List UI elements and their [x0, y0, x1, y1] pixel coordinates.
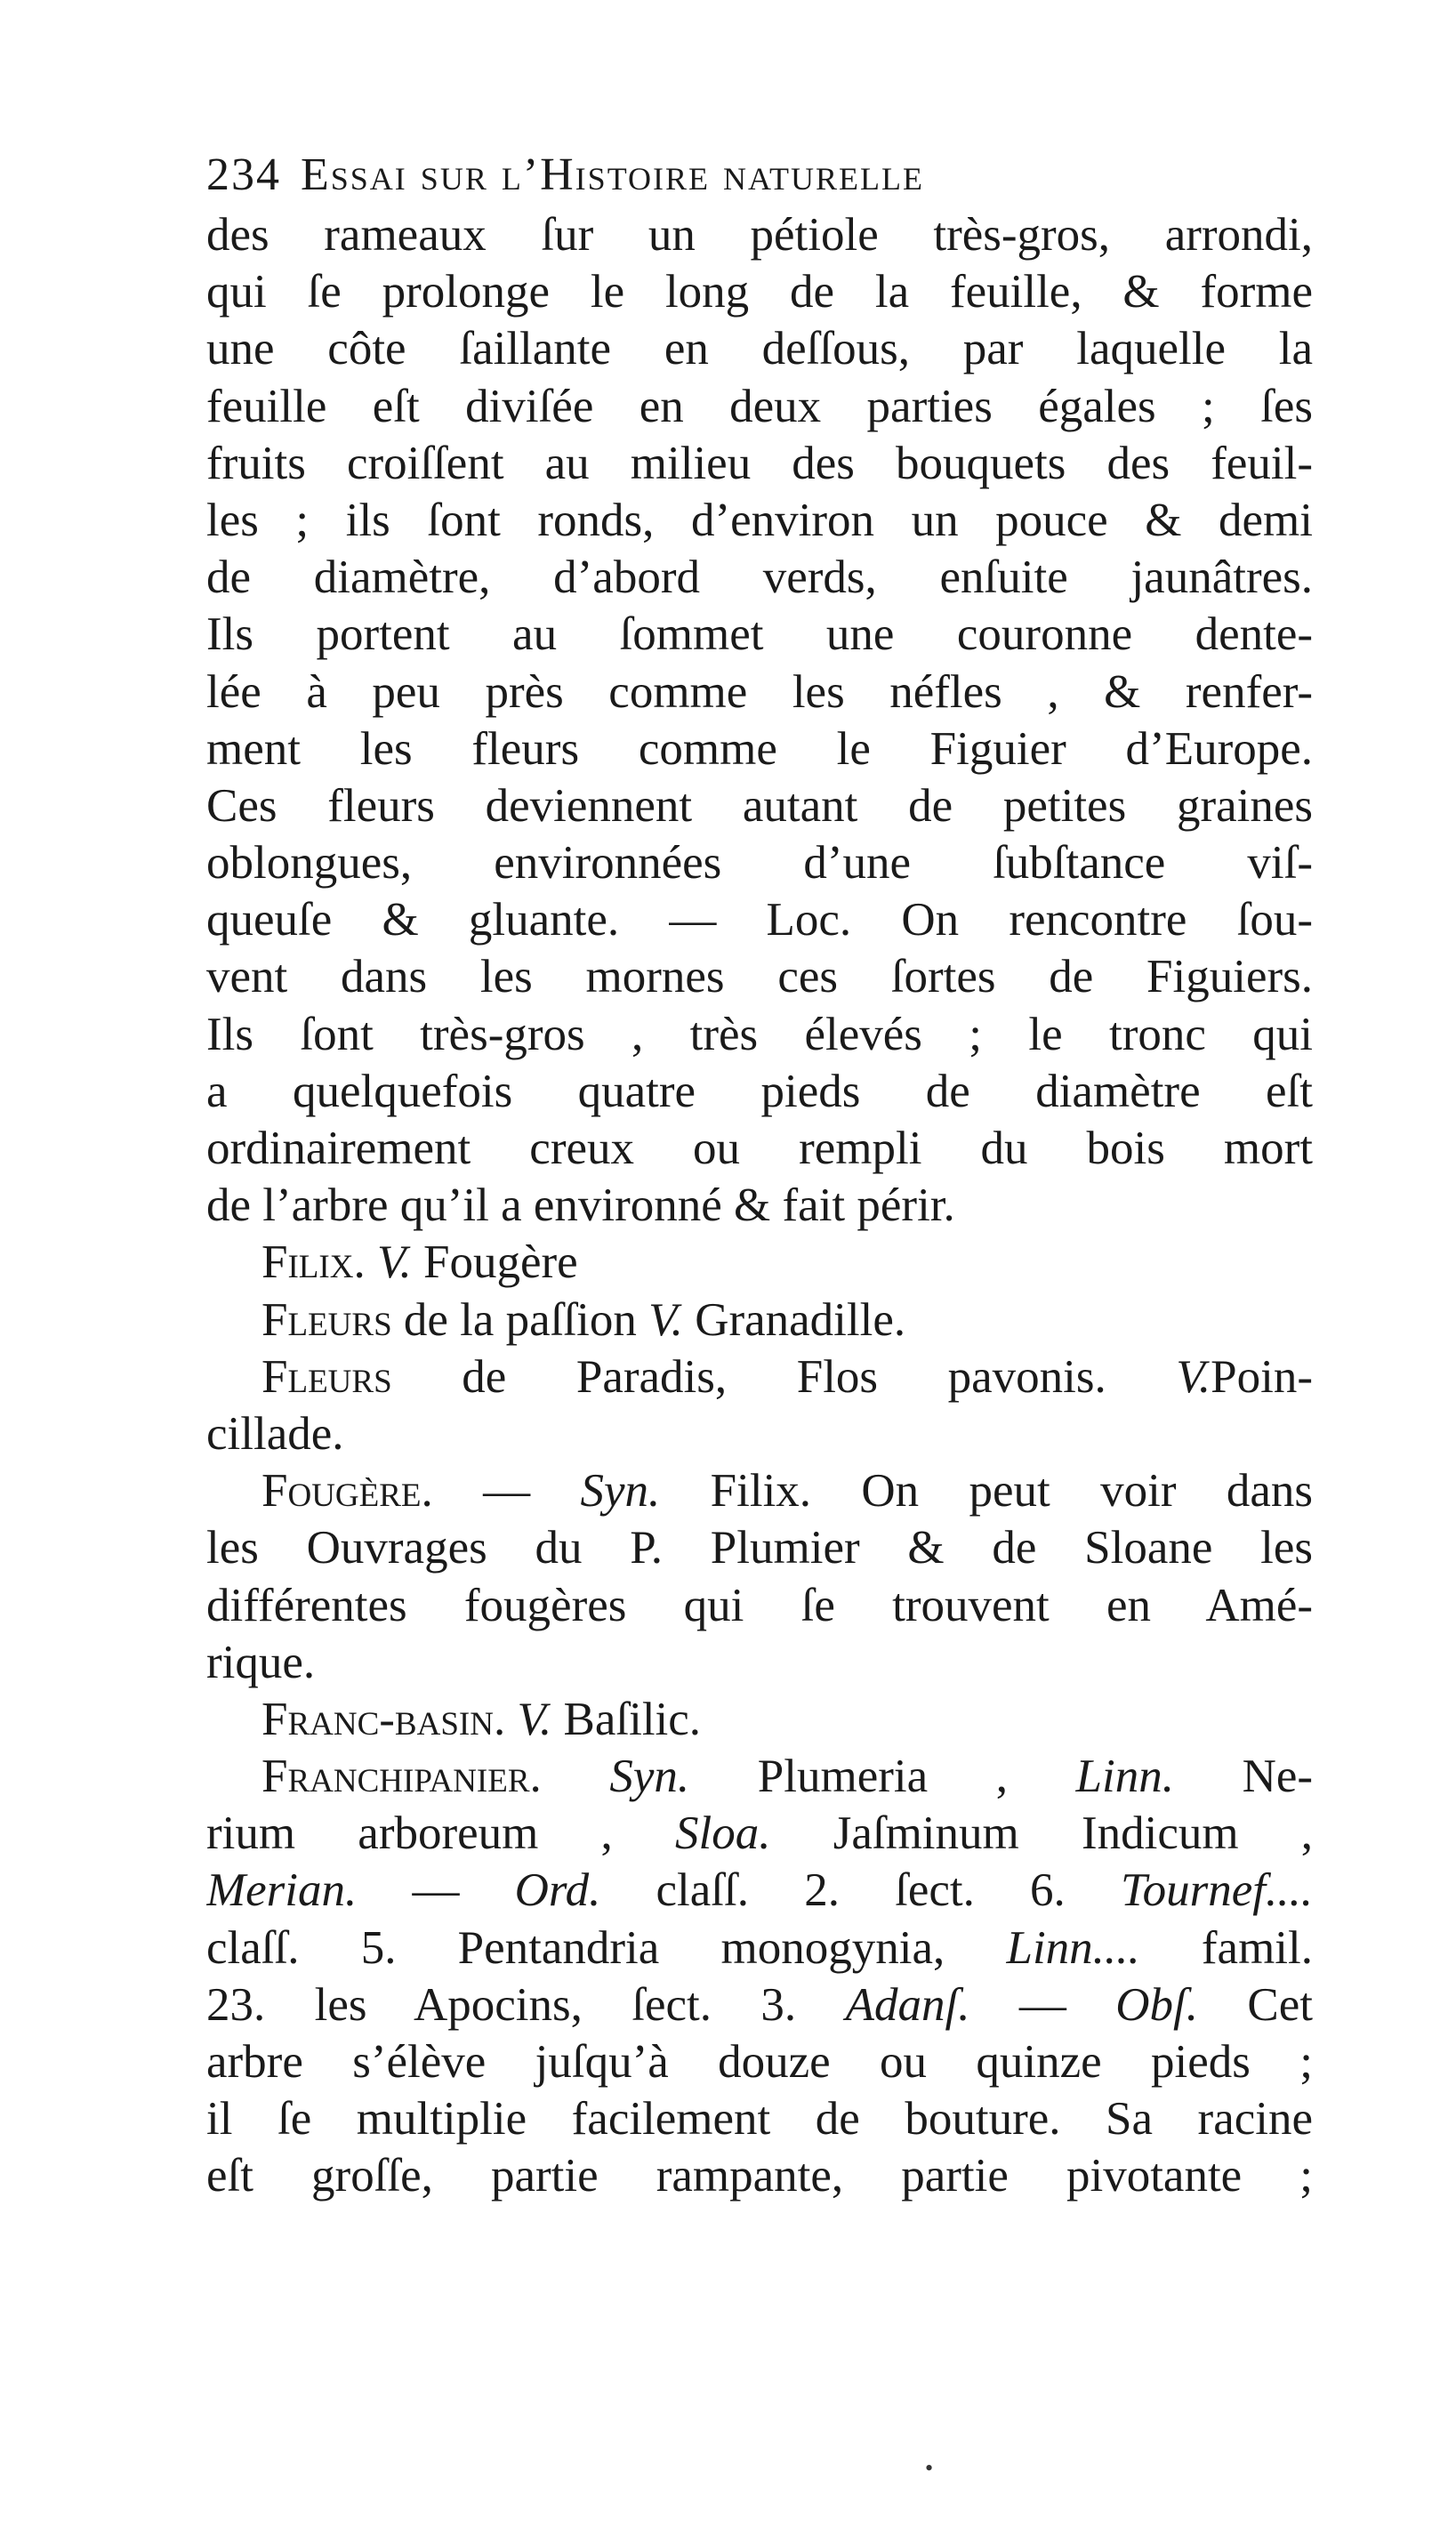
author-abbreviation: Linn.: [1075, 1751, 1174, 1803]
text-line: arbre s’élève juſqu’à douze ou quinze pieds ;: [206, 2036, 1313, 2088]
running-header: [206, 144, 1363, 206]
text-line: oblongues, environnées d’une ſubſtance viſ-: [206, 837, 1313, 890]
cross-reference-target: Granadille.: [695, 1293, 906, 1346]
entry-fleurs-paradis: [206, 1349, 1313, 1405]
text-line: eſt groſſe, partie rampante, partie pivotante ;: [206, 2150, 1313, 2202]
entry-text: Plumeria ,: [757, 1751, 1008, 1803]
text-line: des rameaux ſur un pétiole très-gros, arrondi,: [206, 209, 1313, 261]
text-line: de l’arbre qu’il a environné & fait périr.: [206, 1179, 955, 1232]
entry-text: Jaſminum Indicum ,: [833, 1807, 1313, 1860]
text-line: Ils ſont très-gros , très élevés ; le tronc qui: [206, 1008, 1313, 1060]
text-line: ment les fleurs comme le Figuier d’Europe.: [206, 722, 1313, 775]
author-abbreviation: Tournef....: [1121, 1864, 1313, 1917]
author-abbreviation: Adanſ.: [845, 1978, 970, 2031]
text-line: ordinairement creux ou rempli du bois mort: [206, 1123, 1313, 1174]
entry-headword: Filix.: [261, 1236, 366, 1289]
entry-fougere: [206, 1462, 1313, 1519]
body-text: [206, 206, 1313, 2205]
entry-headword: Fougère.: [261, 1465, 433, 1518]
running-title: Essai sur l’Histoire naturelle: [301, 149, 924, 200]
text-line: [206, 1920, 1313, 1976]
entry-text: de la paſſion: [403, 1293, 637, 1346]
text-line: feuille eſt diviſée en deux parties égales ; ſes: [206, 380, 1313, 432]
entry-text: Baſilic.: [563, 1693, 702, 1745]
entry-headword: Fleurs: [261, 1350, 392, 1403]
cross-reference-mark: V.: [517, 1693, 552, 1745]
synonym-label: Syn.: [580, 1465, 661, 1518]
cross-reference-mark: V.: [1176, 1350, 1211, 1403]
text-line: de diamètre, d’abord verds, enſuite jaunâtres.: [206, 551, 1313, 604]
entry-headword: Fleurs: [261, 1293, 392, 1346]
dash: —: [483, 1465, 531, 1518]
text-line: Ils portent au ſommet une couronne dente-: [206, 608, 1313, 661]
text-line: qui ſe prolonge le long de la feuille, & forme: [206, 266, 1313, 318]
text-line: lée à peu près comme les néfles , & renfer-: [206, 665, 1313, 718]
entry-text: rium arboreum ,: [206, 1807, 613, 1860]
text-line: [206, 1976, 1313, 2033]
text-line: différentes fougères qui ſe trouvent en Amé-: [206, 1579, 1313, 1631]
author-abbreviation: Merian.: [206, 1864, 358, 1917]
text-line: une côte ſaillante en deſſous, par laquelle la: [206, 323, 1313, 375]
entry-franchipanier: [206, 1748, 1313, 1805]
cross-reference-target: Poin-: [1211, 1350, 1313, 1403]
text-line: fruits croiſſent au milieu des bouquets des feuil-: [206, 437, 1313, 489]
text-line: il ſe multiplie facilement de bouture. Sa racine: [206, 2093, 1313, 2146]
text-line: [206, 1805, 1313, 1862]
synonym-label: Syn.: [609, 1751, 690, 1803]
dash: —: [1018, 1978, 1066, 2031]
author-abbreviation: Sloa.: [675, 1807, 771, 1860]
text-line: les Ouvrages du P. Plumier & de Sloane les: [206, 1522, 1313, 1574]
page-number: 234: [206, 149, 281, 200]
entry-text: Filix. On peut voir dans: [710, 1465, 1313, 1518]
entry-text: claſſ. 2. ſect. 6.: [656, 1864, 1066, 1917]
entry-headword: Franchipanier.: [261, 1751, 542, 1803]
text-line: Ces fleurs deviennent autant de petites graines: [206, 779, 1313, 832]
entry-filix: [206, 1234, 1313, 1291]
entry-text: 23. les Apocins, ſect. 3.: [206, 1978, 797, 2031]
text-line: vent dans les mornes ces ſortes de Figuiers.: [206, 951, 1313, 1003]
entry-text: Cet: [1247, 1978, 1313, 2031]
entry-franc-basin: [206, 1691, 1313, 1748]
entry-text: famil.: [1201, 1921, 1313, 1974]
footer-mark: •: [925, 2455, 934, 2481]
text-line: rique.: [206, 1636, 316, 1688]
text-line: cillade.: [206, 1407, 344, 1460]
entry-text: Fougère: [423, 1236, 578, 1289]
cross-reference-mark: V.: [376, 1236, 412, 1289]
text-line: queuſe & gluante. — Loc. On rencontre ſou-: [206, 894, 1313, 946]
entry-headword: Franc-basin.: [261, 1693, 506, 1745]
entry-text: claſſ. 5. Pentandria monogynia,: [206, 1921, 945, 1974]
text-line: les ; ils ſont ronds, d’environ un pouce & demi: [206, 494, 1313, 546]
entry-fleurs-passion: [206, 1292, 1313, 1349]
entry-text: de Paradis, Flos pavonis.: [462, 1350, 1106, 1403]
text-line: [206, 1862, 1313, 1919]
entry-text: Ne-: [1242, 1751, 1313, 1803]
author-abbreviation: Linn....: [1006, 1921, 1140, 1974]
cross-reference-mark: V.: [648, 1293, 683, 1346]
dash: —: [412, 1864, 460, 1917]
text-line: a quelquefois quatre pieds de diamètre eſt: [206, 1065, 1313, 1117]
observation-label: Obſ.: [1115, 1978, 1199, 2031]
order-label: Ord.: [514, 1864, 601, 1917]
